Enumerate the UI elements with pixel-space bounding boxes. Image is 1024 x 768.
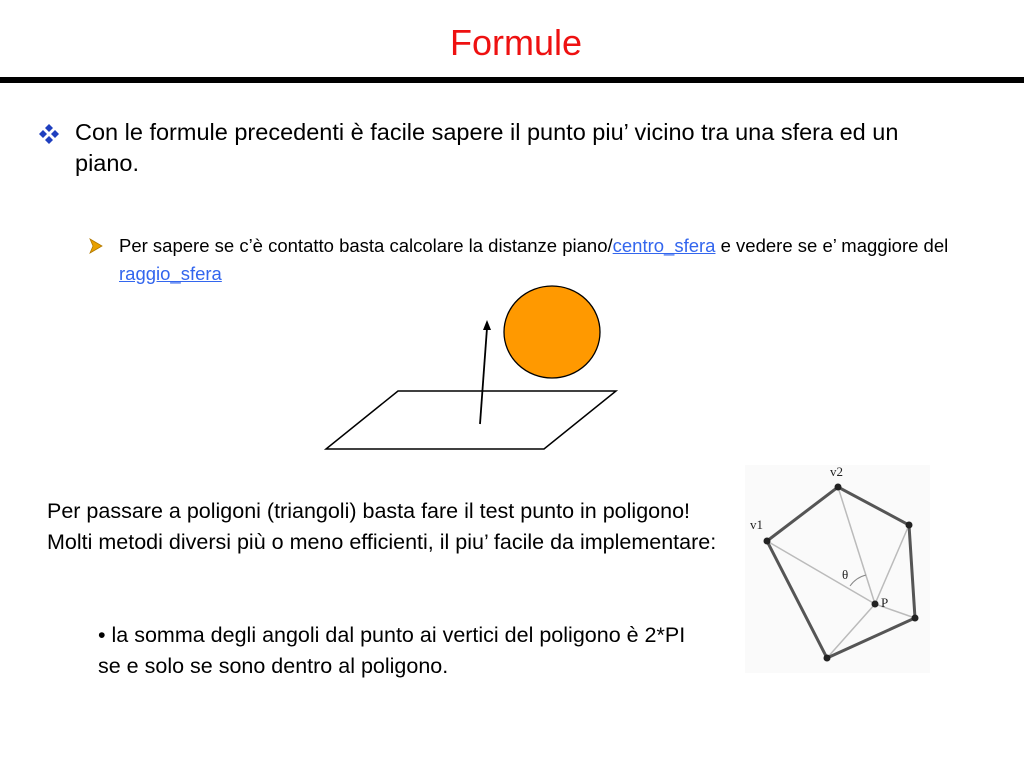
label-v1: v1 bbox=[750, 517, 763, 532]
centro-sfera-link[interactable]: centro_sfera bbox=[612, 235, 716, 256]
raggio-sfera-link[interactable]: raggio_sfera bbox=[119, 263, 222, 284]
point-in-polygon-diagram bbox=[745, 465, 930, 673]
diamond-bullet-icon bbox=[38, 123, 60, 145]
title-divider bbox=[0, 77, 1024, 83]
label-theta: θ bbox=[842, 567, 849, 582]
sub-bullet-text-middle: e vedere se e’ maggiore del bbox=[715, 235, 949, 256]
slide-title: Formule bbox=[449, 22, 583, 63]
polygon-paragraph: Per passare a poligoni (triangoli) basta fare il test punto in poligono! Molti metodi diversi più o meno efficienti, il piu’ facile da implementare: bbox=[47, 499, 717, 554]
arrow-head-icon bbox=[483, 320, 491, 330]
sub-bullet-text-start: Per sapere se c’è contatto basta calcolare la distanze piano/ bbox=[119, 235, 613, 256]
sphere-shape bbox=[504, 286, 600, 378]
label-p: P bbox=[881, 595, 889, 610]
main-bullet-text: Con le formule precedenti è facile sapere il punto piu’ vicino tra una sfera ed un piano. bbox=[75, 119, 899, 176]
diagram-background bbox=[745, 465, 930, 673]
arrow-bullet-icon bbox=[88, 238, 104, 254]
angle-sum-bullet: • la somma degli angoli dal punto ai vertici del poligono è 2*PI se e solo se sono dentro al poligono. bbox=[98, 623, 686, 678]
plane-shape bbox=[326, 391, 616, 449]
sphere-plane-diagram bbox=[300, 280, 630, 460]
label-v2: v2 bbox=[830, 465, 843, 479]
